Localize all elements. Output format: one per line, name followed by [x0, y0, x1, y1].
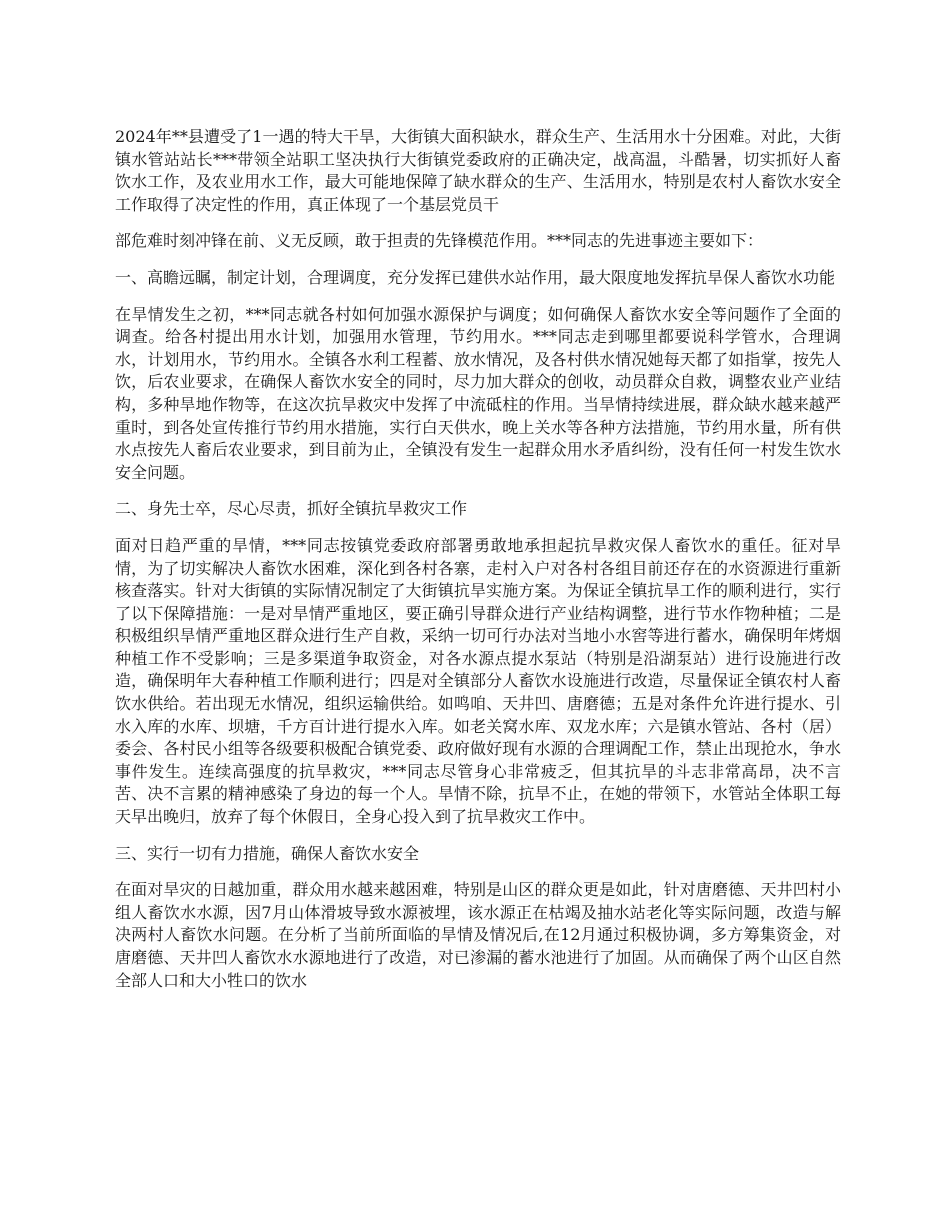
intro-paragraph: 2024年**县遭受了1一遇的特大干旱，大街镇大面积缺水，群众生产、生活用水十分困难。对此，大街镇水管站站长***带领全站职工坚决执行大街镇党委政府的正确决定，战高温，斗酷暑，切实抓好人畜饮水工作，及农业用水工作，最大可能地保障了缺水群众的生产、生活用水，特别是农村人畜饮水安全工作取得了决定性的作用，真正体现了一个基层党员干	[115, 127, 841, 214]
section-2-body: 面对日趋严重的旱情，***同志按镇党委政府部署勇敢地承担起抗旱救灾保人畜饮水的重任。征对旱情，为了切实解决人畜饮水困难，深化到各村各寨，走村入户对各村各组目前还存在的水资源进行重新核查落实。针对大街镇的实际情况制定了大街镇抗旱实施方案。为保证全镇抗旱工作的顺利进行，实行了以下保障措施：一是对旱情严重地区，要正确引导群众进行产业结构调整，进行节水作物种植；二是积极组织旱情严重地区群众进行生产自救，采纳一切可行办法对当地小水窖等进行蓄水，确保明年烤烟种植工作不受影响；三是多渠道争取资金，对各水源点提水泵站（特别是沿湖泵站）进行设施进行改造，确保明年大春种植工作顺利进行；四是对全镇部分人畜饮水设施进行改造，尽量保证全镇农村人畜饮水供给。若出现无水情况，组织运输供给。如鸣咱、天井凹、唐磨德；五是对条件允许进行提水、引水入库的水库、坝塘，千方百计进行提水入库。如老关窝水库、双龙水库；六是镇水管站、各村（居）委会、各村民小组等各级要积极配合镇党委、政府做好现有水源的合理调配工作，禁止出现抢水，争水事件发生。连续高强度的抗旱救灾，***同志尽管身心非常疲乏，但其抗旱的斗志非常高昂，决不言苦、决不言累的精神感染了身边的每一个人。旱情不除，抗旱不止，在她的带领下，水管站全体职工每天早出晚归，放弃了每个休假日，全身心投入到了抗旱救灾工作中。	[115, 535, 841, 827]
section-heading-3: 三、实行一切有力措施，确保人畜饮水安全	[115, 843, 420, 863]
document-page	[115, 126, 841, 1006]
intro-continuation-paragraph: 部危难时刻冲锋在前、义无反顾，敢于担责的先锋模范作用。***同志的先进事迹主要如下：	[115, 231, 764, 251]
section-1-body: 在旱情发生之初，***同志就各村如何加强水源保护与调度；如何确保人畜饮水安全等问题作了全面的调查。给各村提出用水计划，加强用水管理，节约用水。***同志走到哪里都要说科学管水，合理调水，计划用水，节约用水。全镇各水利工程蓄、放水情况，及各村供水情况她每天都了如指掌，按先人饮，后农业要求，在确保人畜饮水安全的同时，尽力加大群众的创收，动员群众自救，调整农业产业结构，多种旱地作物等，在这次抗旱救灾中发挥了中流砥柱的作用。当旱情持续进展，群众缺水越来越严重时，到各处宣传推行节约用水措施，实行白天供水，晚上关水等各种方法措施，节约用水量，所有供水点按先人畜后农业要求，到目前为止，全镇没有发生一起群众用水矛盾纠纷，没有任何一村发生饮水安全问题。	[115, 304, 841, 482]
section-heading-1: 一、高瞻远瞩，制定计划，合理调度，充分发挥已建供水站作用，最大限度地发挥抗旱保人畜饮水功能	[115, 267, 836, 287]
section-heading-2: 二、身先士卒，尽心尽责，抓好全镇抗旱救灾工作	[115, 499, 468, 519]
section-3-body: 在面对旱灾的日越加重，群众用水越来越困难，特别是山区的群众更是如此，针对唐磨德、天井凹村小组人畜饮水水源，因7月山体滑坡导致水源被埋，该水源正在枯竭及抽水站老化等实际问题，改造与解决两村人畜饮水问题。在分析了当前所面临的旱情及情况后,在12月通过积极协调，多方筹集资金，对唐磨德、天井凹人畜饮水水源地进行了改造，对已渗漏的蓄水池进行了加固。从而确保了两个山区自然全部人口和大小牲口的饮水	[115, 880, 841, 990]
